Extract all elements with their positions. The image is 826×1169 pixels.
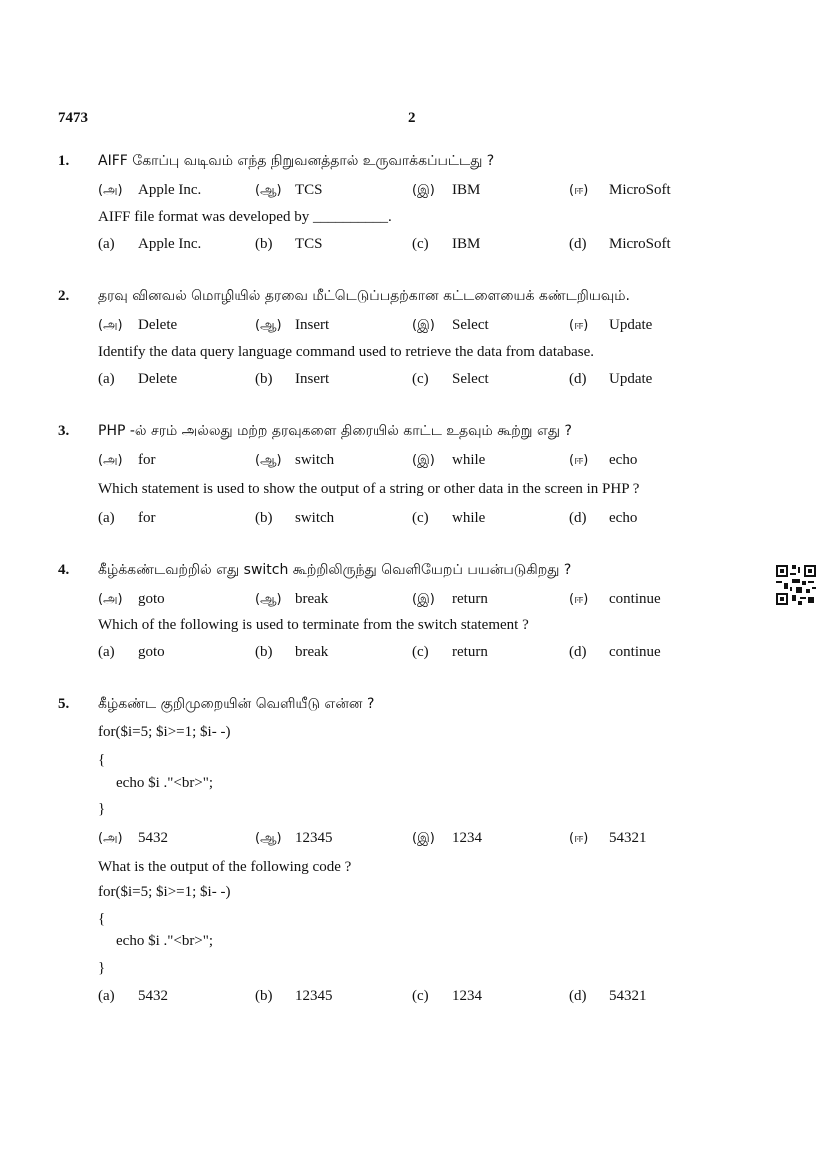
option-marker: (c) [412, 644, 429, 660]
option-tamil-1 [98, 182, 201, 199]
option-text: Select [452, 317, 489, 333]
option-marker: (d) [569, 236, 587, 252]
option-text: break [295, 591, 329, 607]
option-text: 54321 [609, 988, 647, 1004]
qr-code-icon [776, 565, 816, 605]
option-text: Select [452, 371, 489, 387]
question-number: 2. [58, 288, 70, 304]
option-tamil-3 [412, 317, 489, 334]
question-text-tamil: கீழ்கண்ட குறிமுறையின் வெளியீடு என்ன ? [98, 696, 375, 712]
option-marker: (ஆ) [255, 831, 282, 846]
option-tamil-2 [255, 830, 333, 847]
option-marker: (அ) [98, 592, 123, 607]
code-line: { [98, 911, 106, 927]
option-text: 12345 [295, 988, 333, 1004]
option-text: echo [609, 452, 638, 468]
option-text: goto [138, 591, 165, 607]
page-number: 2 [408, 110, 416, 126]
option-text: 5432 [138, 830, 168, 846]
option-text: break [295, 644, 329, 660]
option-text: IBM [452, 182, 481, 198]
code-line: { [98, 752, 106, 768]
code-line: for($i=5; $i>=1; $i- -) [98, 884, 231, 900]
option-tamil-4 [569, 452, 637, 469]
question-text-english: What is the output of the following code ? [98, 859, 352, 875]
option-english-a [98, 644, 165, 661]
options-tamil [98, 182, 738, 202]
option-tamil-1 [98, 830, 168, 847]
question-number: 5. [58, 696, 70, 712]
option-text: MicroSoft [609, 182, 671, 198]
option-english-b [255, 644, 328, 661]
option-tamil-4 [569, 317, 652, 334]
question-number: 4. [58, 562, 70, 578]
option-text: Insert [295, 371, 330, 387]
option-text: TCS [295, 182, 323, 198]
option-marker: (b) [255, 988, 273, 1004]
option-tamil-2 [255, 182, 323, 199]
option-tamil-4 [569, 182, 671, 199]
options-english [98, 510, 738, 530]
option-text: Apple Inc. [138, 236, 202, 252]
option-marker: (a) [98, 371, 115, 387]
option-text: Apple Inc. [138, 182, 202, 198]
code-line: } [98, 960, 106, 976]
option-text: goto [138, 644, 165, 660]
option-marker: (அ) [98, 183, 123, 198]
option-marker: (ஈ) [569, 183, 589, 198]
option-tamil-1 [98, 452, 156, 469]
option-marker: (d) [569, 644, 587, 660]
option-marker: (ஈ) [569, 318, 589, 333]
option-marker: (c) [412, 510, 429, 526]
option-tamil-1 [98, 591, 165, 608]
option-marker: (ஆ) [255, 592, 282, 607]
options-english [98, 644, 738, 664]
option-text: while [452, 452, 486, 468]
option-english-d [569, 510, 637, 527]
option-marker: (b) [255, 510, 273, 526]
question-text-tamil: PHP -ல் சரம் அல்லது மற்ற தரவுகளை திரையில் காட்ட உதவும் கூற்று எது ? [98, 423, 572, 439]
options-tamil [98, 830, 738, 850]
option-marker: (ஆ) [255, 183, 282, 198]
option-marker: (c) [412, 371, 429, 387]
option-text: return [452, 591, 488, 607]
option-marker: (அ) [98, 453, 123, 468]
option-text: for [138, 510, 156, 526]
option-english-d [569, 988, 647, 1005]
option-text: IBM [452, 236, 481, 252]
option-english-c [412, 371, 489, 388]
option-marker: (b) [255, 644, 273, 660]
code-line: } [98, 801, 106, 817]
option-marker: (இ) [412, 318, 435, 333]
option-text: 1234 [452, 988, 482, 1004]
option-text: Delete [138, 371, 178, 387]
option-marker: (ஈ) [569, 453, 589, 468]
option-marker: (அ) [98, 318, 123, 333]
question-text-tamil: கீழ்க்கண்டவற்றில் எது switch கூற்றிலிருந்து வெளியேறப் பயன்படுகிறது ? [98, 562, 572, 578]
option-marker: (a) [98, 988, 115, 1004]
option-marker: (a) [98, 510, 115, 526]
code-line: for($i=5; $i>=1; $i- -) [98, 724, 231, 740]
option-marker: (இ) [412, 183, 435, 198]
options-english [98, 236, 738, 256]
option-tamil-2 [255, 317, 329, 334]
question-text-english: Which of the following is used to terminate from the switch statement ? [98, 617, 529, 633]
option-tamil-3 [412, 182, 480, 199]
option-tamil-2 [255, 452, 334, 469]
option-tamil-4 [569, 830, 647, 847]
option-text: for [138, 452, 156, 468]
options-english [98, 988, 738, 1008]
question-text-tamil: தரவு வினவல் மொழியில் தரவை மீட்டெடுப்பதற்கான கட்டளையைக் கண்டறியவும். [98, 288, 630, 304]
option-marker: (ஈ) [569, 831, 589, 846]
question-text-english: AIFF file format was developed by __________. [98, 209, 392, 225]
option-english-d [569, 644, 661, 661]
question-text-english: Identify the data query language command used to retrieve the data from database. [98, 344, 595, 360]
option-text: Update [609, 371, 653, 387]
option-marker: (c) [412, 988, 429, 1004]
option-text: switch [295, 452, 335, 468]
option-text: Insert [295, 317, 330, 333]
option-marker: (இ) [412, 831, 435, 846]
code-line: echo $i ."<br>"; [116, 933, 214, 949]
option-marker: (b) [255, 236, 273, 252]
option-english-d [569, 236, 671, 253]
option-marker: (a) [98, 644, 115, 660]
option-text: 1234 [452, 830, 482, 846]
options-tamil [98, 317, 738, 337]
option-english-c [412, 510, 485, 527]
option-english-a [98, 236, 201, 253]
option-tamil-3 [412, 452, 485, 469]
option-english-b [255, 371, 329, 388]
option-text: Update [609, 317, 653, 333]
option-text: Delete [138, 317, 178, 333]
option-english-b [255, 988, 333, 1005]
option-english-d [569, 371, 652, 388]
option-marker: (இ) [412, 453, 435, 468]
paper-code: 7473 [58, 110, 88, 126]
option-marker: (ஆ) [255, 318, 282, 333]
option-english-a [98, 988, 168, 1005]
options-tamil [98, 591, 738, 611]
option-text: 12345 [295, 830, 333, 846]
option-marker: (ஈ) [569, 592, 589, 607]
option-marker: (d) [569, 371, 587, 387]
question-number: 1. [58, 153, 70, 169]
option-text: switch [295, 510, 335, 526]
option-english-c [412, 644, 488, 661]
question-number: 3. [58, 423, 70, 439]
option-marker: (d) [569, 510, 587, 526]
option-marker: (அ) [98, 831, 123, 846]
question-text-english: Which statement is used to show the output of a string or other data in the screen in PHP ? [98, 481, 640, 497]
option-tamil-3 [412, 830, 482, 847]
code-line: echo $i ."<br>"; [116, 775, 214, 791]
option-marker: (ஆ) [255, 453, 282, 468]
option-marker: (a) [98, 236, 115, 252]
options-tamil [98, 452, 738, 472]
option-english-b [255, 510, 334, 527]
option-text: continue [609, 644, 661, 660]
option-text: MicroSoft [609, 236, 671, 252]
option-text: 5432 [138, 988, 168, 1004]
options-english [98, 371, 738, 391]
option-english-c [412, 988, 482, 1005]
option-text: continue [609, 591, 661, 607]
option-english-c [412, 236, 480, 253]
option-english-a [98, 510, 156, 527]
option-english-b [255, 236, 323, 253]
option-text: while [452, 510, 486, 526]
option-text: return [452, 644, 488, 660]
question-text-tamil: AIFF கோப்பு வடிவம் எந்த நிறுவனத்தால் உருவாக்கப்பட்டது ? [98, 153, 495, 169]
option-tamil-3 [412, 591, 488, 608]
option-marker: (d) [569, 988, 587, 1004]
option-marker: (b) [255, 371, 273, 387]
option-tamil-2 [255, 591, 328, 608]
option-tamil-1 [98, 317, 177, 334]
option-marker: (இ) [412, 592, 435, 607]
option-english-a [98, 371, 177, 388]
option-text: echo [609, 510, 638, 526]
option-tamil-4 [569, 591, 661, 608]
option-text: 54321 [609, 830, 647, 846]
option-text: TCS [295, 236, 323, 252]
option-marker: (c) [412, 236, 429, 252]
